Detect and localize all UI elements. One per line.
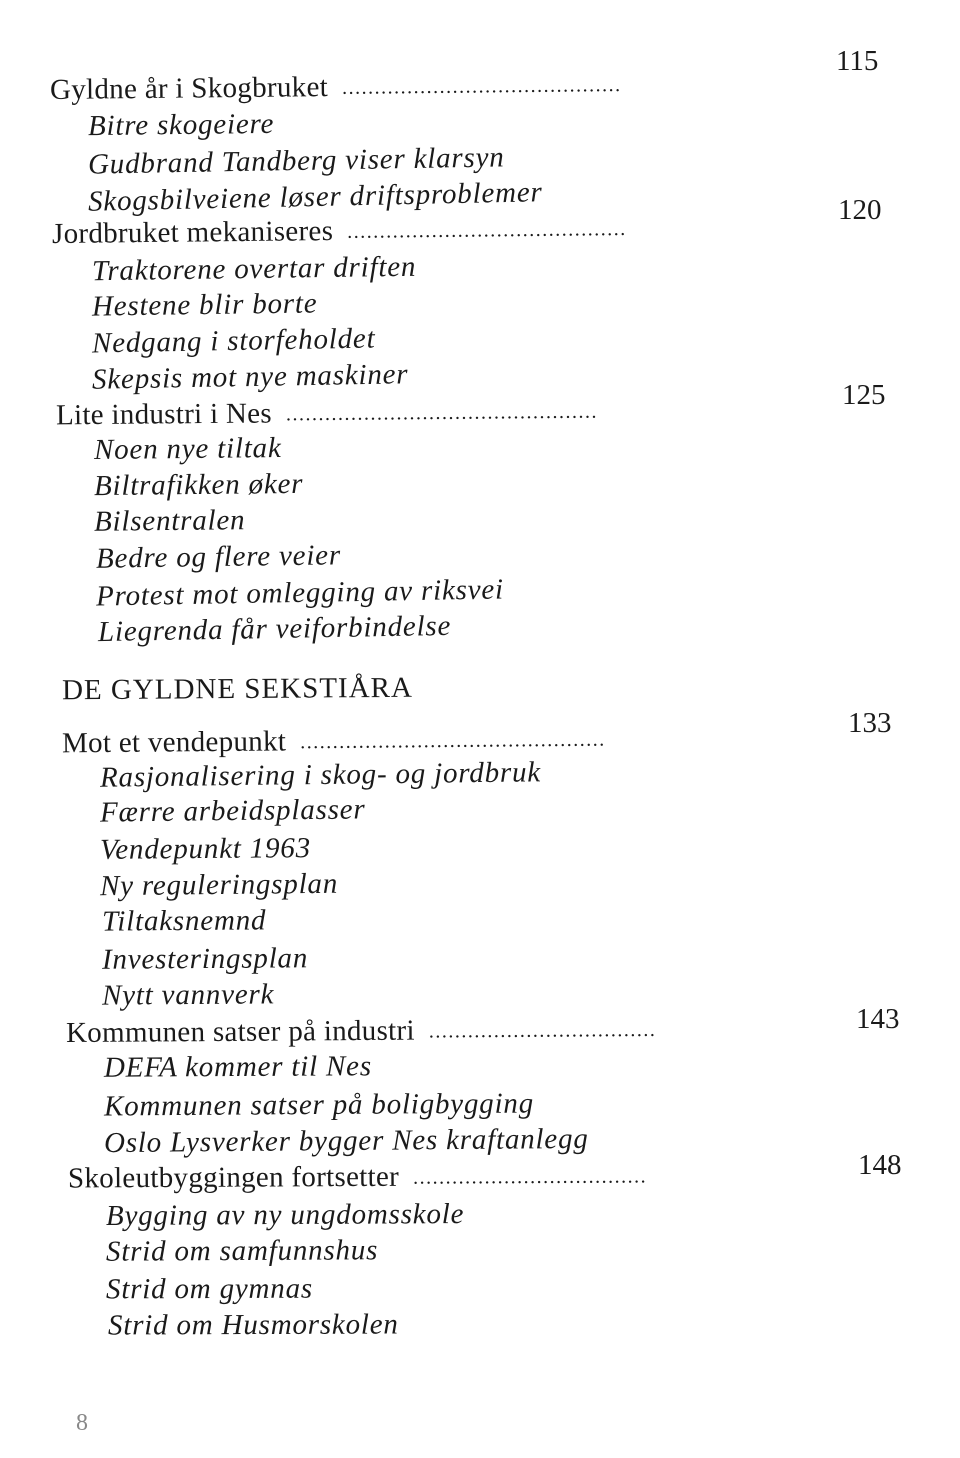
toc-entry-title: Lite industri i Nes	[55, 397, 273, 432]
toc-subentry: Bedre og flere veier	[95, 539, 342, 575]
toc-subentry: Skogsbilveiene løser driftsproblemer	[87, 176, 543, 218]
toc-entry	[56, 394, 598, 434]
leader-dots: ...........................................	[347, 217, 627, 243]
toc-subentry: Strid om Husmorskolen	[107, 1308, 399, 1342]
toc-subentry: Rasjonalisering i skog- og jordbruk	[99, 756, 542, 794]
toc-entry-title: Mot et vendepunkt	[61, 725, 287, 760]
toc-entry	[66, 1012, 657, 1051]
toc-subentry: Nedgang i storfeholdet	[91, 322, 376, 360]
toc-subentry: Nytt vannverk	[101, 978, 275, 1012]
toc-entry-title: Skoleutbyggingen fortsetter	[67, 1160, 400, 1195]
toc-entry	[52, 211, 627, 252]
leader-dots: ...................................	[428, 1018, 657, 1043]
toc-subentry: Bilsentralen	[93, 504, 246, 538]
toc-subentry: Biltrafikken øker	[93, 467, 304, 503]
leader-dots: ...........................................	[341, 74, 622, 99]
page-folio: 8	[76, 1410, 88, 1436]
toc-entry-title: Kommunen satser på industri	[65, 1014, 415, 1050]
toc-subentry: Bitre skogeiere	[87, 107, 275, 143]
toc-subentry: Traktorene overtar driften	[91, 250, 417, 288]
leader-dots: ....................................	[413, 1165, 648, 1189]
leader-dots: ...............................................	[300, 728, 606, 754]
leader-dots: ................................................	[285, 400, 599, 426]
toc-subentry: Gudbrand Tandberg viser klarsyn	[87, 141, 505, 181]
toc-subentry: DEFA kommer til Nes	[103, 1050, 372, 1084]
toc-subentry: Skepsis mot nye maskiner	[91, 358, 409, 396]
toc-subentry: Vendepunkt 1963	[99, 832, 312, 866]
toc-entry	[50, 67, 622, 108]
toc-entry	[68, 1158, 647, 1196]
toc-page-number: 148	[858, 1149, 902, 1181]
toc-subentry: Strid om samfunnshus	[105, 1234, 379, 1268]
toc-page-number: 115	[836, 45, 879, 77]
toc-subentry: Tiltaksnemnd	[101, 904, 267, 938]
toc-subentry: Ny reguleringsplan	[99, 867, 339, 903]
toc-subentry: Bygging av ny ungdomsskole	[105, 1198, 465, 1232]
toc-subentry: Kommunen satser på boligbygging	[103, 1087, 535, 1123]
toc-subentry: Oslo Lysverker bygger Nes kraftanlegg	[103, 1122, 589, 1160]
toc-subentry: Investeringsplan	[101, 942, 309, 976]
toc-subentry: Liegrenda får veiforbindelse	[97, 609, 452, 649]
toc-subentry: Protest mot omlegging av riksvei	[95, 573, 505, 613]
toc-page-number: 125	[842, 379, 886, 411]
toc-subentry: Færre arbeidsplasser	[99, 793, 366, 829]
toc-subentry: Noen nye tiltak	[93, 432, 282, 466]
toc-page-number: 143	[856, 1003, 900, 1035]
toc-subentry: Hestene blir borte	[91, 287, 318, 323]
section-heading: DE GYLDNE SEKSTIÅRA	[61, 671, 413, 707]
toc-page-number: 133	[848, 707, 892, 739]
toc-subentry: Strid om gymnas	[105, 1272, 314, 1306]
toc-entry-title: Gyldne år i Skogbruket	[49, 71, 329, 106]
toc-page-number: 120	[838, 194, 882, 226]
toc-entry-title: Jordbruket mekaniseres	[51, 215, 334, 251]
